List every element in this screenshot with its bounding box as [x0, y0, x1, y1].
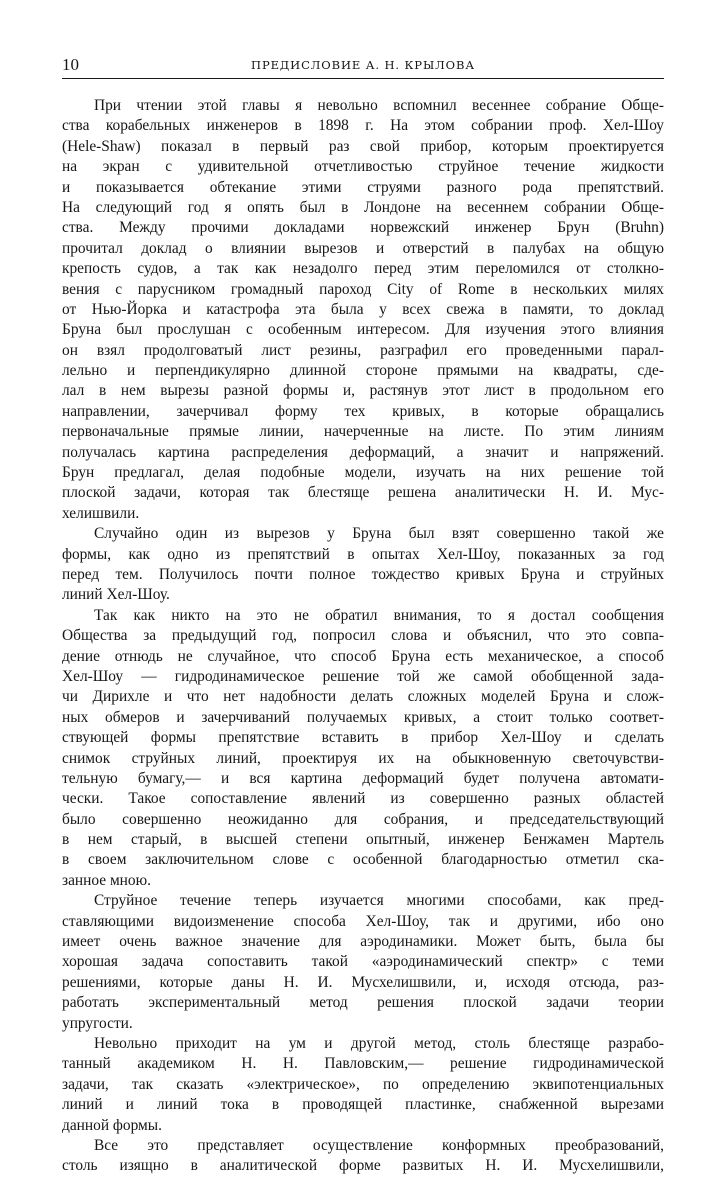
text-line: крепость судов, а так как незадолго перед этим переломился от столкно- — [62, 260, 664, 278]
text-line: хорошая задача сопоставить такой «аэродинамический спектр» с теми — [62, 953, 664, 971]
text-line: в нем старый, в высшей степени опытный, инженер Бенжамен Мартель — [62, 831, 664, 849]
text-line: имеет очень важное значение для аэродинамики. Может быть, была бы — [62, 933, 664, 951]
text-line: Струйное течение теперь изучается многими способами, как пред- — [94, 892, 664, 910]
text-line: линий и линий тока в проводящей пластинке, снабженной вырезами — [62, 1096, 664, 1114]
text-line: хелишвили. — [62, 504, 140, 522]
text-line: чи Дирихле и что нет надобности делать сложных моделей Бруна и слож- — [62, 688, 664, 706]
text-line: танный академиком Н. Н. Павловским,— решение гидродинамической — [62, 1055, 664, 1073]
text-line: ства. Между прочими докладами норвежский инженер Брун (Bruhn) — [62, 219, 664, 237]
text-line: Общества за предыдущий год, попросил слова и объяснил, что это совпа- — [62, 627, 664, 645]
text-line: Случайно один из вырезов у Бруна был взят совершенно такой же — [94, 525, 664, 543]
header-rule — [62, 78, 664, 79]
text-line: работать экспериментальный метод решения плоской задачи теории — [62, 994, 664, 1012]
running-head — [62, 54, 664, 76]
text-line: линий Хел-Шоу. — [62, 586, 170, 604]
text-line: первоначальные прямые линии, начерченные на листе. По этим линиям — [62, 423, 664, 441]
text-line: ставляющими видоизменение способа Хел-Шоу, так и другими, ибо оно — [62, 912, 664, 930]
text-line: Хел-Шоу — гидродинамическое решение той же самой обобщенной зада- — [62, 667, 664, 685]
text-line: плоской задачи, которая так блестяще решена аналитически Н. И. Мус- — [62, 484, 664, 502]
text-line: формы, как одно из препятствий в опытах Хел-Шоу, показанных за год — [62, 545, 664, 563]
text-line: лал в нем вырезы разной формы и, растянув этот лист в продольном его — [62, 382, 664, 400]
text-line: данной формы. — [62, 1116, 162, 1134]
text-line: ных обмеров и зачерчиваний получаемых кривых, а стоит только соответ- — [62, 708, 664, 726]
text-line: занное мною. — [62, 871, 151, 889]
text-line: вения с парусником громадный пароход City of Rome в нескольких милях — [62, 280, 664, 298]
body-text — [62, 96, 664, 1177]
text-line: получалась картина распределения деформаций, а значит и напряжений. — [62, 443, 664, 461]
text-line: лельно и перпендикулярно длинной стороне прямыми на квадраты, сде- — [62, 362, 664, 380]
text-line: ства корабельных инженеров в 1898 г. На этом собрании проф. Хел-Шоу — [62, 117, 664, 135]
text-line: Так как никто на это не обратил внимания, то я достал сообщения — [94, 606, 664, 624]
text-line: На следующий год я опять был в Лондоне на весеннем собрании Обще- — [62, 198, 664, 216]
text-line: перед тем. Получилось почти полное тождество кривых Бруна и струйных — [62, 565, 664, 583]
text-line: столь изящно в аналитической форме развитых Н. И. Мусхелишвили, — [62, 1157, 664, 1175]
text-line: снимок струйных линий, проектируя их на обыкновенную светочувстви- — [62, 749, 664, 767]
text-line: упругости. — [62, 1014, 133, 1032]
text-line: на экран с удивительной отчетливостью струйное течение жидкости — [62, 158, 664, 176]
text-line: дение отнюдь не случайное, что способ Бруна есть механическое, а способ — [62, 647, 664, 665]
text-line: Брун предлагал, делая подобные модели, изучать на них решение той — [62, 464, 664, 482]
text-line: от Нью-Йорка и катастрофа эта была у всех свежа в памяти, то доклад — [62, 300, 664, 318]
text-line: было совершенно неожиданно для собрания, и председательствующий — [62, 810, 664, 828]
text-line: ствующей формы препятствие вставить в прибор Хел-Шоу и сделать — [62, 729, 664, 747]
text-line: При чтении этой главы я невольно вспомнил весеннее собрание Обще- — [94, 97, 664, 114]
text-line: Бруна был прослушан с особенным интересом. Для изучения этого влияния — [62, 321, 664, 339]
text-line: в своем заключительном слове с особенной благодарностью отметил ска- — [62, 851, 664, 869]
page-number: 10 — [62, 55, 79, 74]
text-line: решениями, которые даны Н. И. Мусхелишвили, и, исходя отсюда, раз- — [62, 973, 664, 991]
text-line: он взял продолговатый лист резины, разграфил его проведенными парал- — [62, 341, 664, 359]
text-line: Все это представляет осуществление конформных преобразований, — [94, 1136, 664, 1154]
text-line: чески. Такое сопоставление явлений из совершенно разных областей — [62, 790, 664, 808]
text-line: (Hele-Shaw) показал в первый раз свой прибор, которым проектируется — [62, 137, 664, 155]
text-line: направлении, зачерчивал форму тех кривых, в которые обращались — [62, 402, 664, 420]
running-title: ПРЕДИСЛОВИЕ А. Н. КРЫЛОВА — [251, 58, 475, 72]
text-line: и показывается обтекание этими струями разного рода препятствий. — [62, 178, 664, 196]
text-line: Невольно приходит на ум и другой метод, столь блестяще разрабо- — [94, 1034, 664, 1052]
text-line: тельную бумагу,— и вся картина деформаций будет получена автомати- — [62, 769, 664, 787]
text-line: задачи, так сказать «электрическое», по определению эквипотенциальных — [62, 1075, 664, 1093]
text-line: прочитал доклад о влиянии вырезов и отверстий в палубах на общую — [62, 239, 664, 257]
